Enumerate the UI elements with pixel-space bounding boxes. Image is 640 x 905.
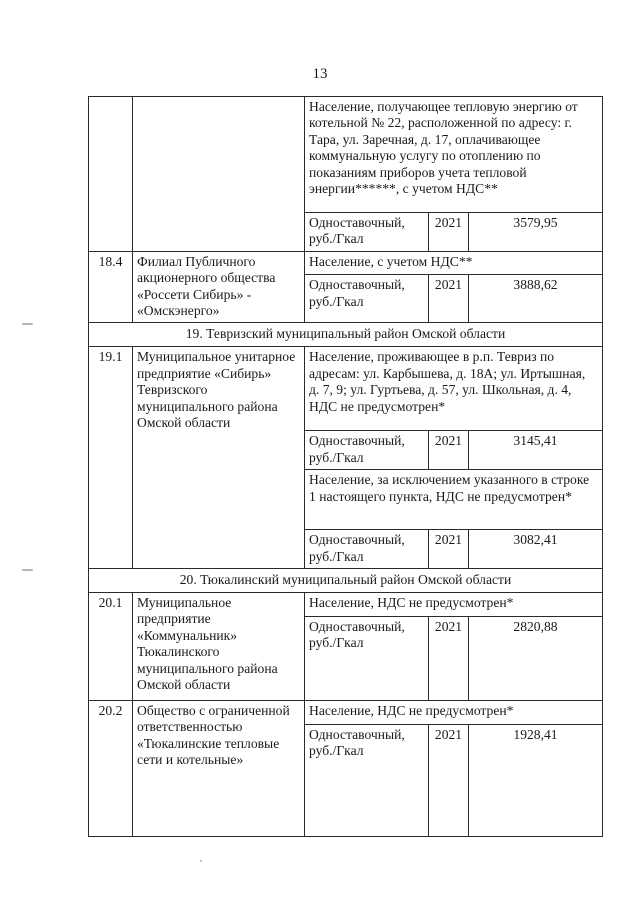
row-number-cell: 18.4 [89, 251, 133, 323]
scan-mark [22, 323, 33, 325]
value-cell: 3579,95 [469, 213, 603, 252]
table-row [89, 97, 603, 213]
year-cell: 2021 [429, 213, 469, 252]
organization-cell: Муниципальное унитарное предприятие «Сибирь» Тевризского муниципального района Омской области [133, 347, 305, 569]
page-number: 13 [312, 66, 328, 82]
table-row [89, 251, 603, 274]
organization-cell: Филиал Публичного акционерного общества «Россети Сибирь» - «Омскэнерго» [133, 251, 305, 323]
table-row [89, 701, 603, 725]
value-cell: 3145,41 [469, 431, 603, 470]
scan-mark [22, 569, 33, 571]
table-row [89, 593, 603, 617]
value-cell: 2820,88 [469, 617, 603, 701]
organization-cell: Общество с ограниченной ответственностью «Тюкалинские тепловые сети и котельные» [133, 701, 305, 837]
row-number-cell: 19.1 [89, 347, 133, 569]
rate-type-cell: Одноставочный, руб./Гкал [305, 617, 429, 701]
rate-type-cell: Одноставочный, руб./Гкал [305, 725, 429, 837]
value-cell: 3082,41 [469, 530, 603, 569]
consumer-cell: Население, с учетом НДС** [305, 251, 603, 274]
row-number-cell: 20.1 [89, 593, 133, 701]
value-cell: 3888,62 [469, 275, 603, 323]
year-cell: 2021 [429, 530, 469, 569]
organization-cell: Муниципальное предприятие «Коммунальник» Тюкалинского муниципального района Омской области [133, 593, 305, 701]
year-cell: 2021 [429, 275, 469, 323]
rate-type-cell: Одноставочный, руб./Гкал [305, 213, 429, 252]
rate-type-cell: Одноставочный, руб./Гкал [305, 431, 429, 470]
section-heading: 20. Тюкалинский муниципальный район Омской области [89, 569, 603, 593]
row-number-cell: 20.2 [89, 701, 133, 837]
rate-type-cell: Одноставочный, руб./Гкал [305, 275, 429, 323]
year-cell: 2021 [429, 725, 469, 837]
consumer-cell: Население, за исключением указанного в строке 1 настоящего пункта, НДС не предусмотрен* [305, 470, 603, 530]
consumer-cell: Население, проживающее в р.п. Тевриз по адресам: ул. Карбышева, д. 18А; ул. Иртышная, д. 7, 9; ул. Гуртьева, д. 57, ул. Школьная, д. 4, НДС не предусмотрен* [305, 347, 603, 431]
consumer-cell: Население, НДС не предусмотрен* [305, 593, 603, 617]
tariff-table [88, 96, 603, 837]
consumer-cell: Население, получающее тепловую энергию от котельной № 22, расположенной по адресу: г. Тара, ул. Заречная, д. 17, оплачивающее коммунальную услугу по отоплению по показаниям приборов учета тепловой энергии******, с учетом НДС** [305, 97, 603, 213]
consumer-cell: Население, НДС не предусмотрен* [305, 701, 603, 725]
rate-type-cell: Одноставочный, руб./Гкал [305, 530, 429, 569]
scan-dot [200, 860, 202, 862]
table-row [89, 347, 603, 431]
section-heading: 19. Тевризский муниципальный район Омской области [89, 323, 603, 347]
value-cell: 1928,41 [469, 725, 603, 837]
table-row [89, 323, 603, 347]
year-cell: 2021 [429, 617, 469, 701]
year-cell: 2021 [429, 431, 469, 470]
table-row [89, 569, 603, 593]
organization-cell [133, 97, 305, 252]
row-number-cell [89, 97, 133, 252]
